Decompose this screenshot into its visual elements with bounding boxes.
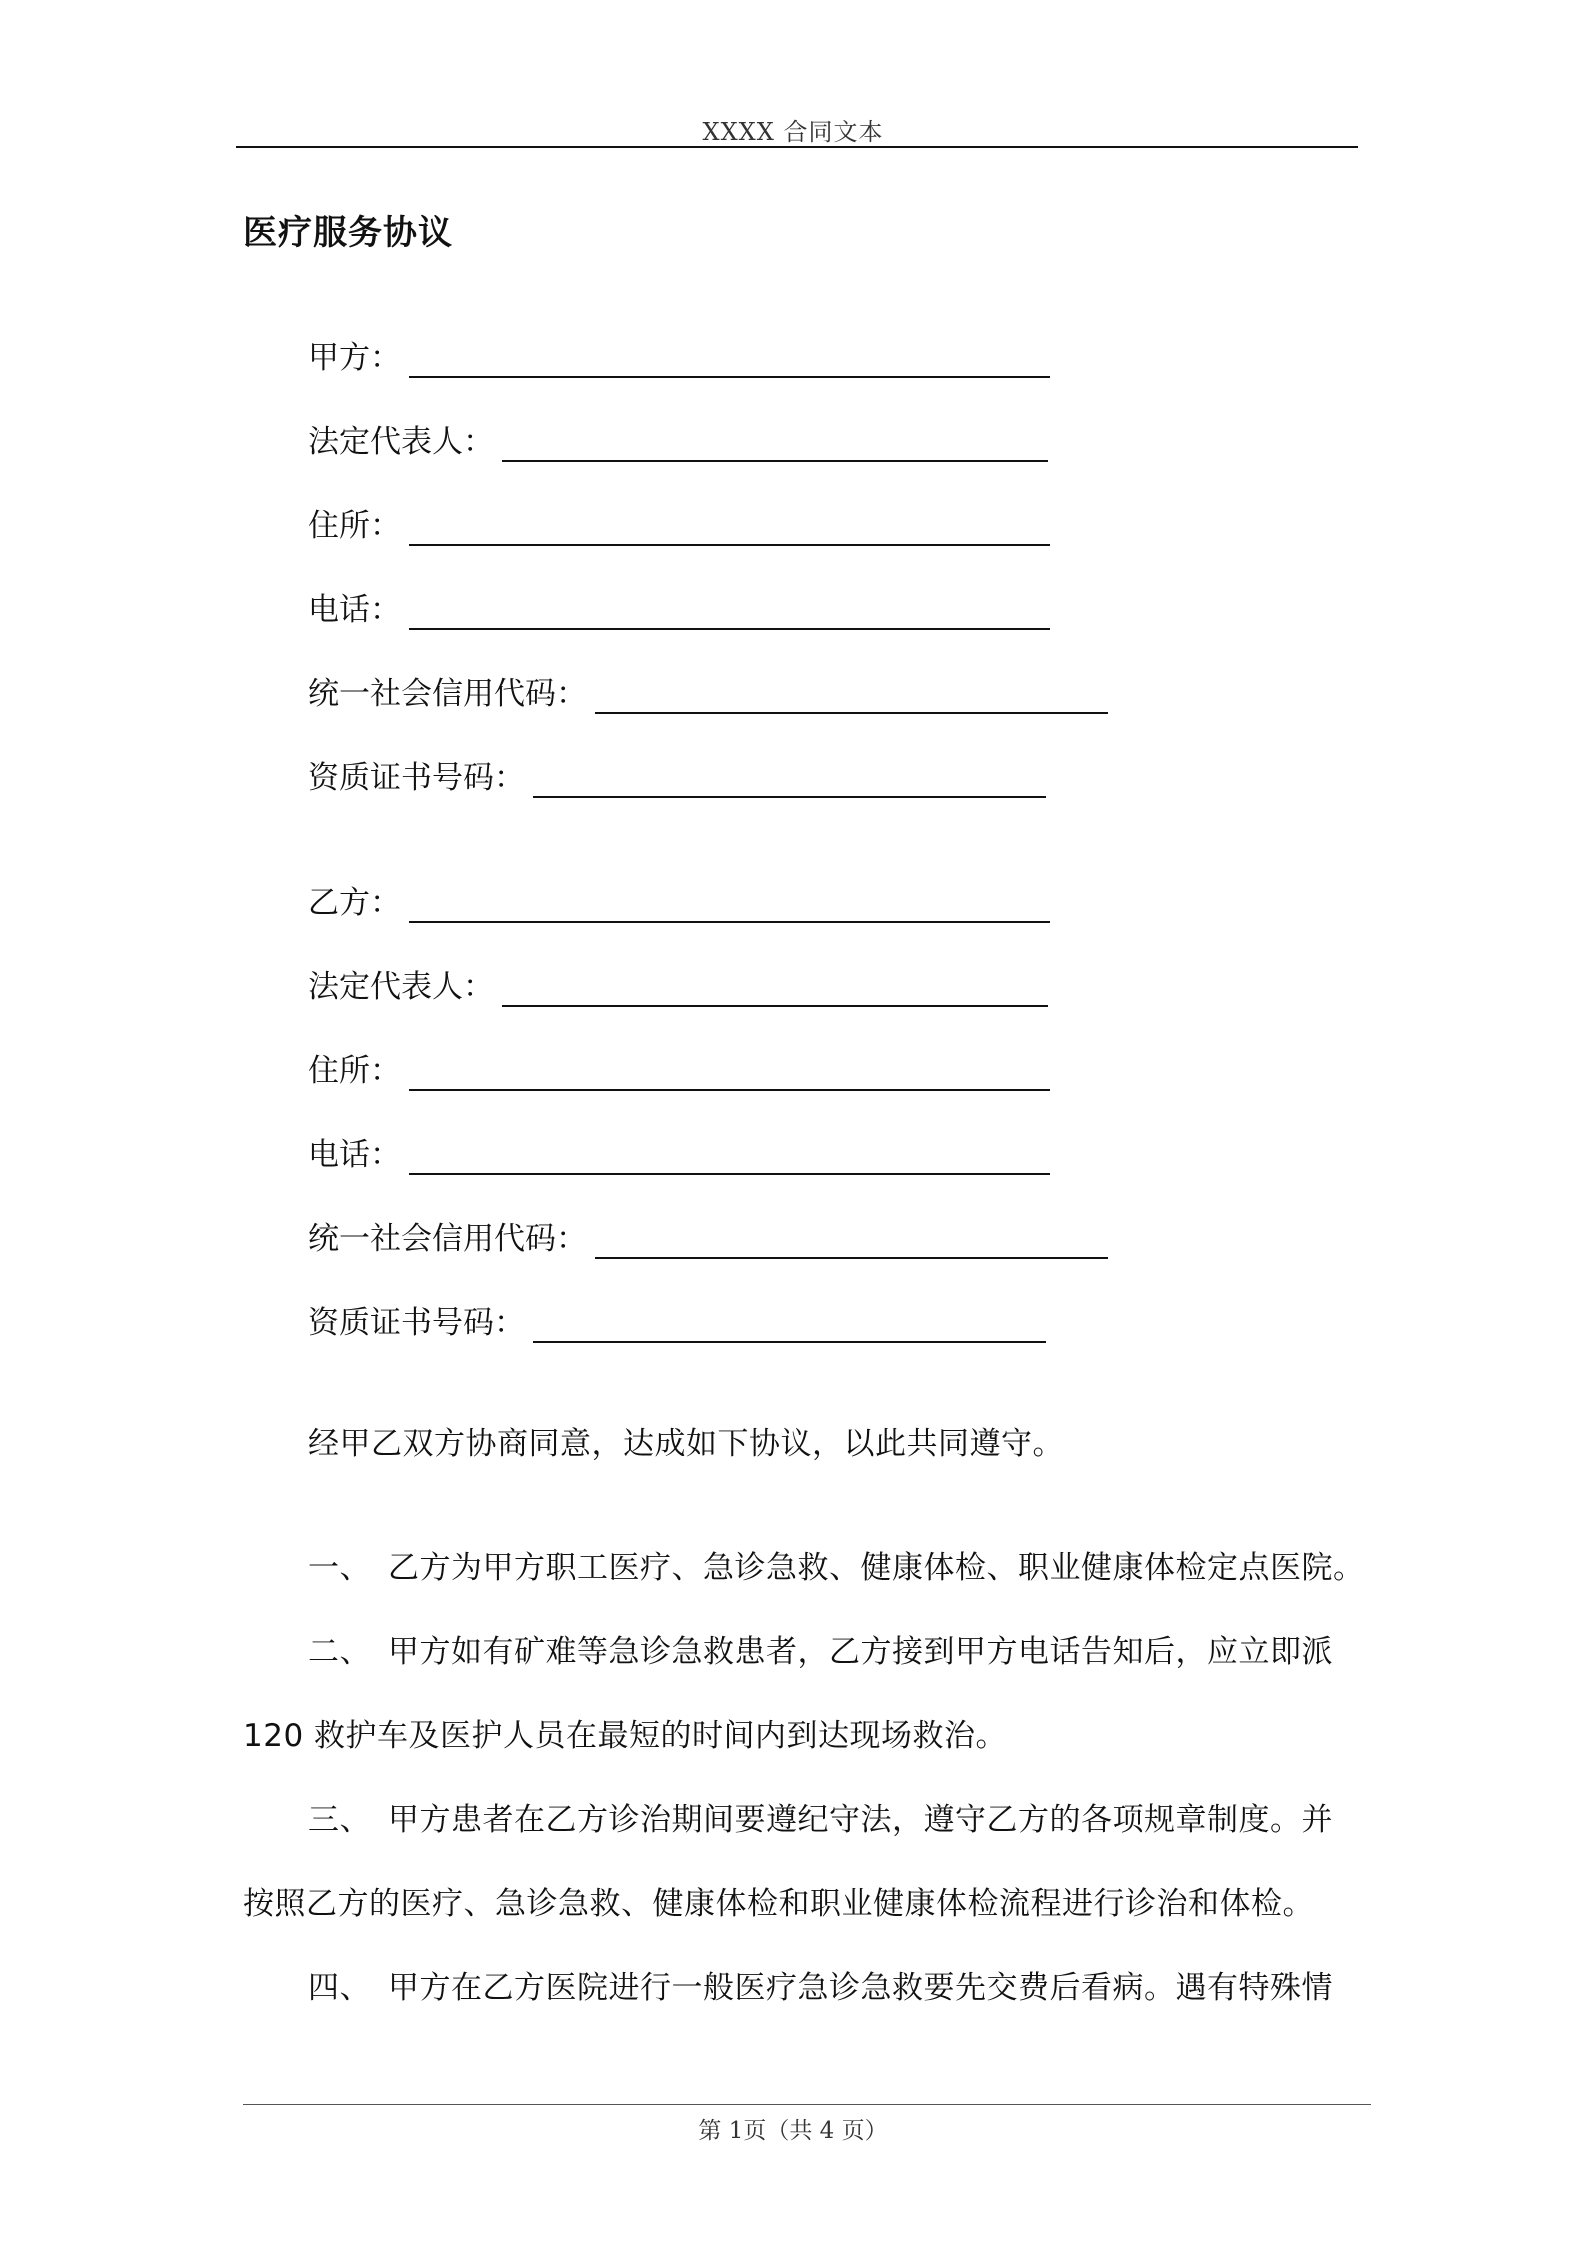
- clause-4: [308, 1968, 1333, 2008]
- field-label: 法定代表人：: [308, 424, 494, 460]
- party-b-certificate-line[interactable]: [533, 1341, 1046, 1343]
- party-a-credit-code-line[interactable]: [595, 712, 1108, 714]
- party-b-field: [308, 875, 1050, 923]
- clause-1: [308, 1548, 1365, 1588]
- party-a-address-line[interactable]: [409, 544, 1050, 546]
- party-b-address-line[interactable]: [409, 1089, 1050, 1091]
- clause-2-continuation: 120 救护车及医护人员在最短的时间内到达现场救治。: [243, 1718, 1008, 1754]
- party-b-phone-line[interactable]: [409, 1173, 1050, 1175]
- clause-text: 甲方在乙方医院进行一般医疗急诊急救要先交费后看病。遇有特殊情: [388, 1970, 1333, 2006]
- clause-2: [308, 1632, 1333, 1672]
- field-label: 资质证书号码：: [308, 1305, 525, 1341]
- party-a-representative-line[interactable]: [502, 460, 1048, 462]
- party-b-address-field: [308, 1043, 1050, 1091]
- party-b-phone-field: [308, 1127, 1050, 1175]
- party-a-phone-line[interactable]: [409, 628, 1050, 630]
- intro-paragraph: 经甲乙双方协商同意，达成如下协议，以此共同遵守。: [308, 1426, 1064, 1462]
- field-label: 统一社会信用代码：: [308, 676, 587, 712]
- page-number: 第 1页（共 4 页）: [698, 2118, 888, 2144]
- document-title: 医疗服务协议: [243, 213, 453, 253]
- clause-number: 三、: [308, 1802, 371, 1838]
- party-b-representative-field: [308, 959, 1048, 1007]
- page-header: XXXX 合同文本: [702, 118, 884, 146]
- header-divider: [236, 146, 1358, 148]
- party-a-credit-code-field: [308, 666, 1108, 714]
- field-label: 电话：: [308, 1137, 401, 1173]
- footer-divider: [243, 2104, 1371, 2105]
- party-a-representative-field: [308, 414, 1048, 462]
- party-b-credit-code-line[interactable]: [595, 1257, 1108, 1259]
- clause-text: 甲方如有矿难等急诊急救患者，乙方接到甲方电话告知后，应立即派: [388, 1634, 1333, 1670]
- party-a-label: 甲方：: [308, 340, 401, 376]
- clause-3: [308, 1800, 1333, 1840]
- field-label: 资质证书号码：: [308, 760, 525, 796]
- clause-number: 二、: [308, 1634, 371, 1670]
- party-b-input-line[interactable]: [409, 921, 1050, 923]
- clause-number: 一、: [308, 1550, 371, 1586]
- party-b-representative-line[interactable]: [502, 1005, 1048, 1007]
- party-a-certificate-line[interactable]: [533, 796, 1046, 798]
- field-label: 法定代表人：: [308, 969, 494, 1005]
- clause-3-continuation: 按照乙方的医疗、急诊急救、健康体检和职业健康体检流程进行诊治和体检。: [243, 1886, 1314, 1922]
- clause-text: 乙方为甲方职工医疗、急诊急救、健康体检、职业健康体检定点医院。: [388, 1550, 1365, 1586]
- party-a-phone-field: [308, 582, 1050, 630]
- clause-text: 甲方患者在乙方诊治期间要遵纪守法，遵守乙方的各项规章制度。并: [388, 1802, 1333, 1838]
- party-a-address-field: [308, 498, 1050, 546]
- party-b-label: 乙方：: [308, 885, 401, 921]
- field-label: 电话：: [308, 592, 401, 628]
- party-b-credit-code-field: [308, 1211, 1108, 1259]
- party-a-field: [308, 330, 1050, 378]
- party-a-input-line[interactable]: [409, 376, 1050, 378]
- field-label: 住所：: [308, 508, 401, 544]
- party-a-certificate-field: [308, 750, 1046, 798]
- party-b-certificate-field: [308, 1295, 1046, 1343]
- field-label: 住所：: [308, 1053, 401, 1089]
- clause-number: 四、: [308, 1970, 371, 2006]
- field-label: 统一社会信用代码：: [308, 1221, 587, 1257]
